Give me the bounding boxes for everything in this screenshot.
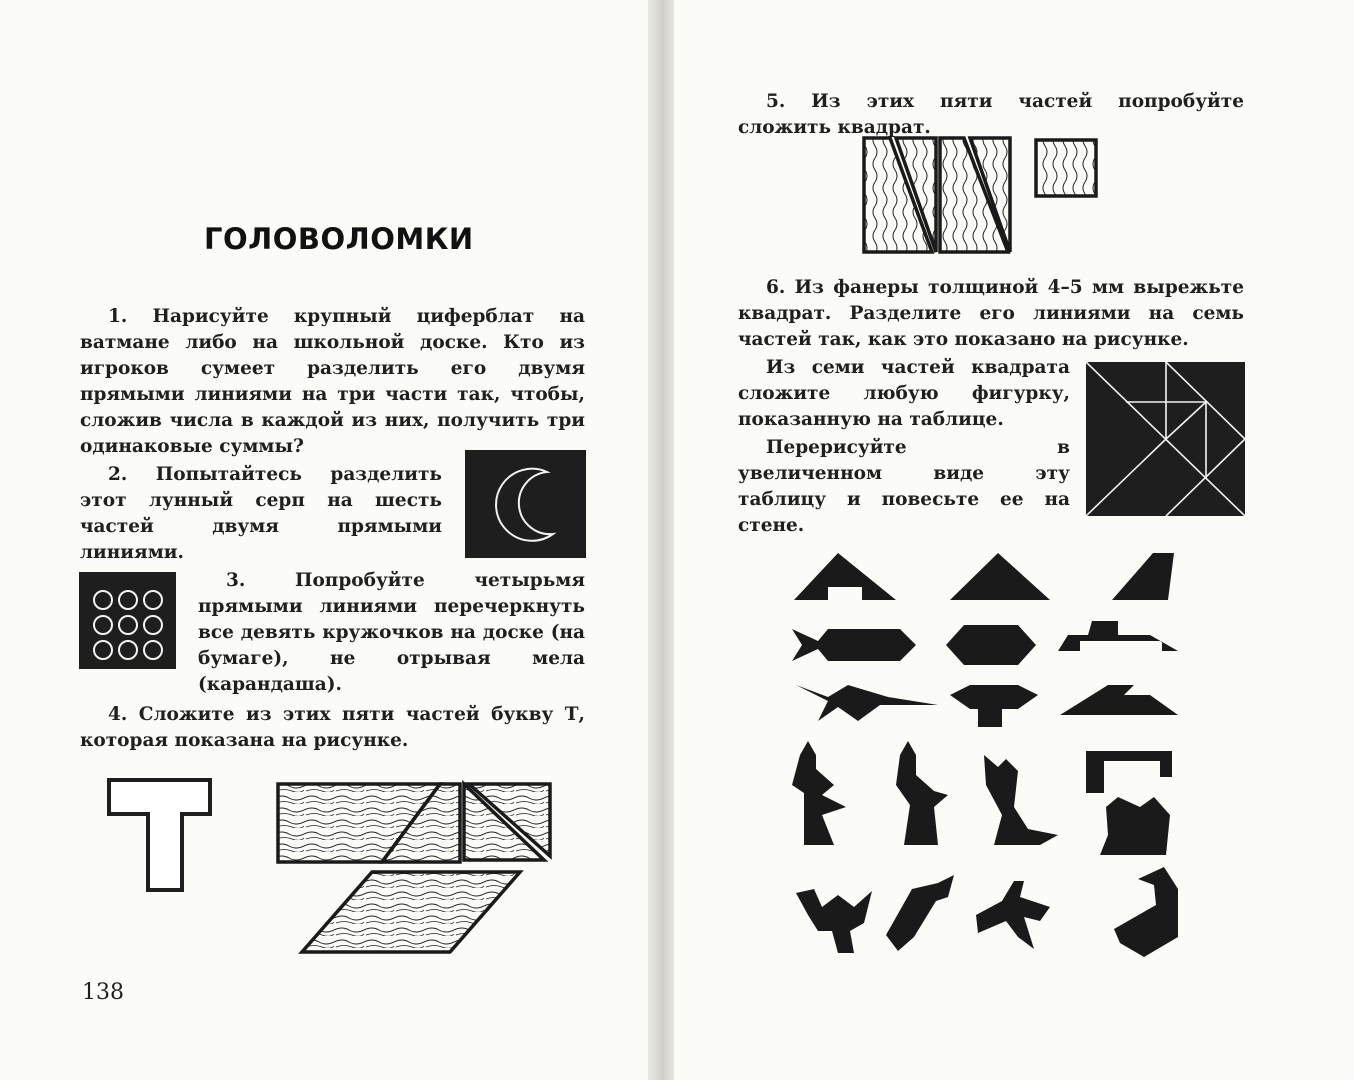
crescent-moon-icon (465, 450, 586, 558)
tangram-silhouette-icon (792, 741, 846, 845)
tangram-silhouette-icon (950, 553, 1050, 600)
tangram-silhouette-icon (1114, 867, 1178, 957)
tangram-silhouette-icon (1060, 685, 1178, 715)
book-gutter (648, 0, 674, 1080)
puzzle-1-text: 1. Нарисуйте крупный циферблат на ватмане либо на школьной доске. Кто из игроков сумеет разделить его двумя прямыми линиями на три части так, чтобы, сложив числа в каждой из них, получить три одинаковые суммы? (80, 306, 585, 457)
tangram-silhouette-icon (946, 625, 1036, 665)
puzzle-5-text: 5. Из этих пяти частей попробуйте сложить квадрат. (738, 91, 1244, 138)
tangram-silhouette-icon (984, 755, 1058, 845)
puzzle-4-text: 4. Сложите из этих пяти частей букву Т, которая показана на рисунке. (80, 704, 585, 751)
tangram-silhouette-icon (1112, 553, 1174, 600)
tangram-silhouette-icon (796, 685, 938, 721)
tangram-silhouette-icon (796, 889, 872, 953)
puzzle-6-text: 6. Из фанеры толщиной 4–5 мм вырежьте квадрат. Разделите его линиями на семь частей так, как это показано на рисунке. (738, 277, 1244, 350)
tangram-silhouette-icon (950, 685, 1038, 727)
tangram-silhouette-icon (886, 875, 954, 951)
puzzle-2-text: 2. Попытайтесь разделить этот лунный серп на шесть частей двумя прямыми линиями. (80, 464, 442, 563)
puzzle-6-instruction: Из семи частей квадрата сложите любую фигурку, показанную на таблице. (738, 357, 1070, 430)
nine-circles-icon (79, 572, 176, 669)
puzzle-6-drawing-note: Перерисуйте в увеличенном виде эту таблицу и повесьте ее на стене. (738, 437, 1070, 536)
tangram-silhouette-icon (1058, 621, 1178, 651)
page-title: ГОЛОВОЛОМКИ (204, 222, 474, 256)
tangram-silhouettes-table (788, 545, 1183, 965)
wood-pieces-icon (274, 780, 554, 958)
square-pieces-icon (860, 134, 1102, 256)
letter-t-icon (106, 777, 214, 895)
bleed-through-text (80, 90, 580, 116)
tangram-silhouette-icon (1086, 751, 1172, 855)
tangram-square-icon (1086, 362, 1245, 516)
tangram-silhouette-icon (896, 741, 948, 845)
tangram-silhouette-icon (792, 629, 916, 661)
page-number: 138 (82, 980, 124, 1005)
tangram-silhouette-icon (794, 553, 896, 600)
tangram-silhouette-icon (976, 881, 1050, 949)
puzzle-3-text: 3. Попробуйте четырьмя прямыми линиями перечеркнуть все девять кружочков на доске (на бумаге), не отрывая мела (карандаша). (198, 570, 585, 695)
